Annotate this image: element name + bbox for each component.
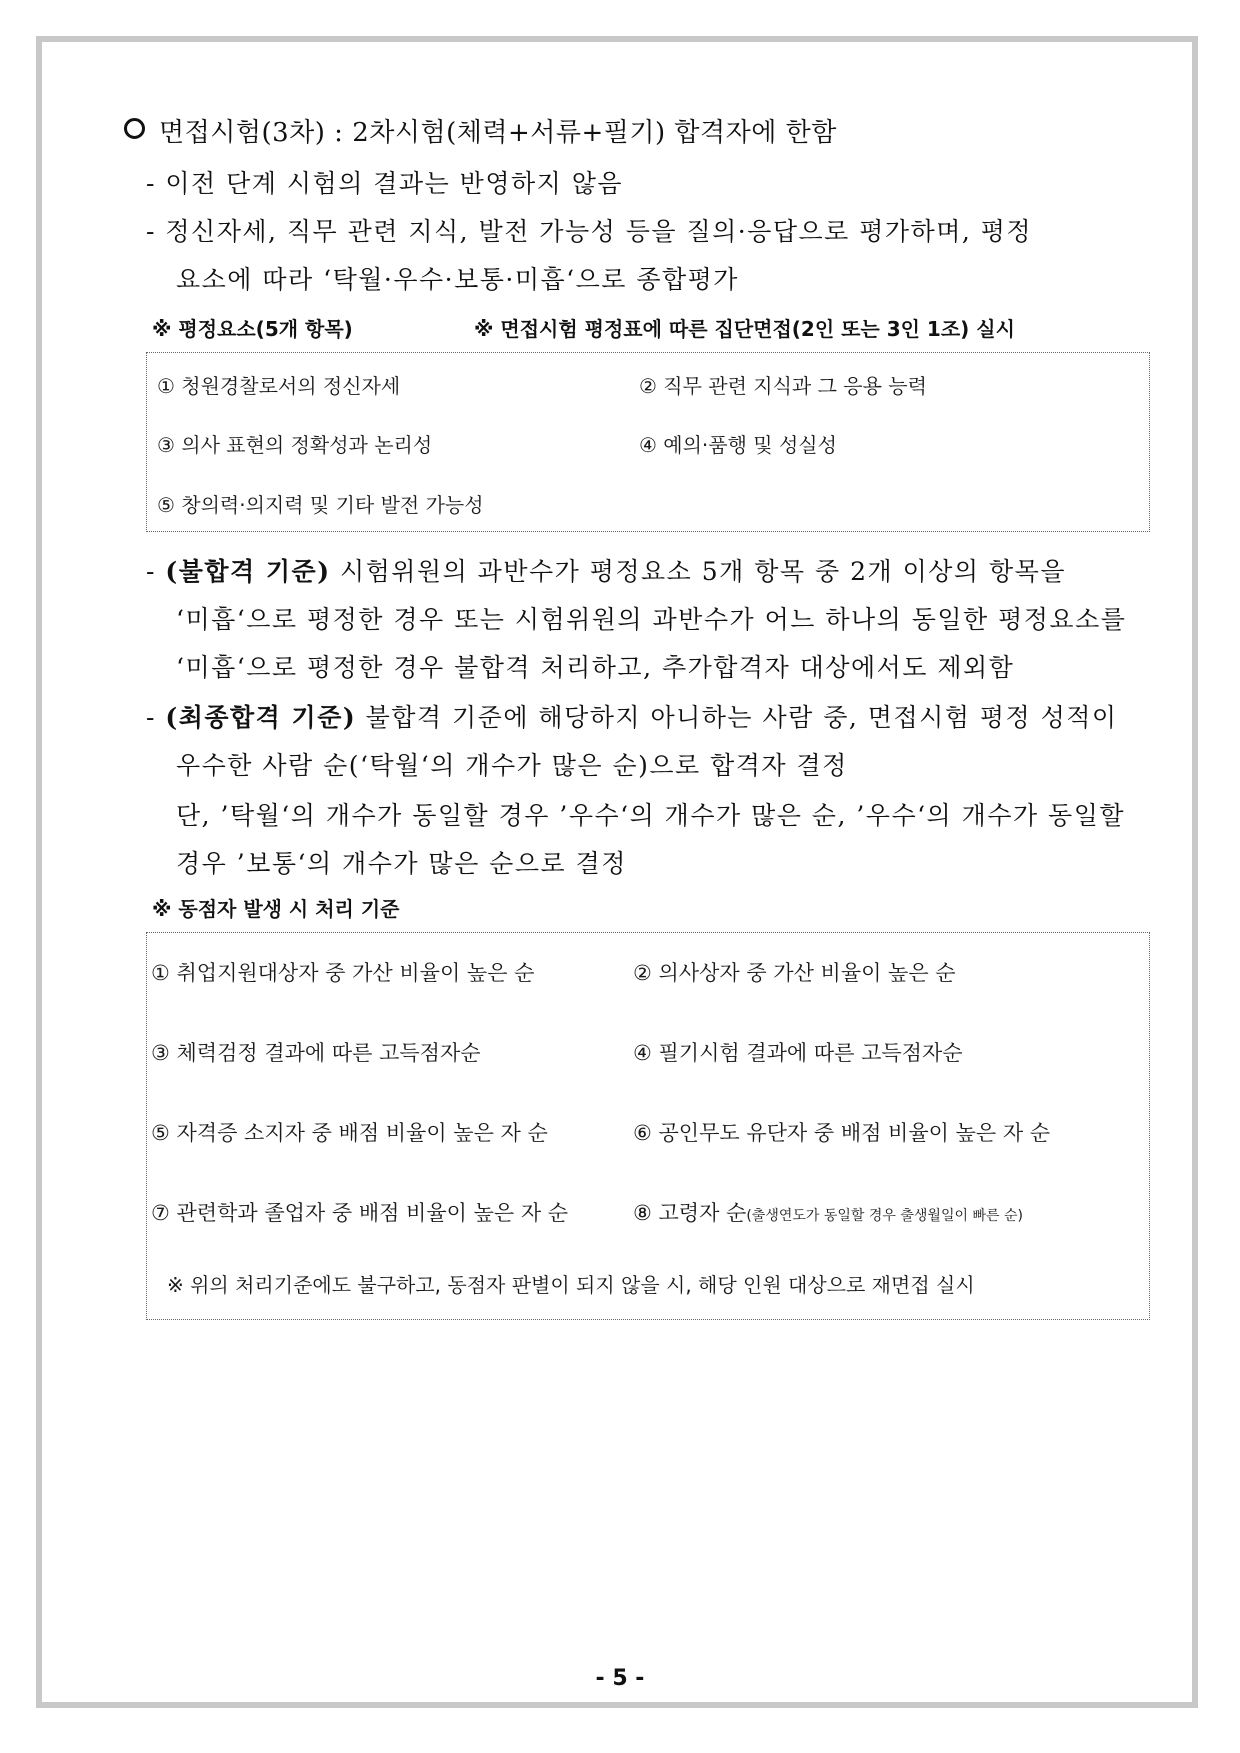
- section-heading: [124, 112, 837, 149]
- tie-rule-2: ② 의사상자 중 가산 비율이 높은 순: [633, 961, 956, 985]
- fail-line-1: - (불합격 기준) 시험위원의 과반수가 평정요소 5개 항목 중 2개 이상의 항목을: [146, 557, 1066, 586]
- tie-rule-8: [633, 1197, 1023, 1227]
- criteria-item-2: ② 직무 관련 지식과 그 응용 능력: [639, 374, 927, 398]
- heading-text: 면접시험(3차) : 2차시험(체력+서류+필기) 합격자에 한함: [159, 118, 837, 148]
- page-number: - 5 -: [595, 1666, 645, 1691]
- tie-rule-4: ④ 필기시험 결과에 따른 고득점자순: [633, 1041, 963, 1065]
- final-line-1: - (최종합격 기준) 불합격 기준에 해당하지 아니하는 사람 중, 면접시험 평정 성적이: [146, 703, 1118, 732]
- tie-rule-7: ⑦ 관련학과 졸업자 중 배점 비율이 높은 자 순: [151, 1201, 569, 1225]
- criteria-item-5: ⑤ 창의력·의지력 및 기타 발전 가능성: [157, 493, 484, 517]
- tie-rule-5: ⑤ 자격증 소지자 중 배점 비율이 높은 자 순: [151, 1121, 548, 1145]
- intro-line-3: 요소에 따라 ‘탁월·우수·보통·미흡‘으로 종합평가: [176, 265, 739, 294]
- note-criteria: ※ 평정요소(5개 항목): [152, 317, 353, 341]
- tie-rule-8-text: ⑧ 고령자 순: [633, 1201, 747, 1225]
- criteria-item-3: ③ 의사 표현의 정확성과 논리성: [157, 433, 433, 457]
- tie-footer-note: ※ 위의 처리기준에도 불구하고, 동점자 판별이 되지 않을 시, 해당 인원 대상으로 재면접 실시: [167, 1273, 975, 1297]
- intro-line-1: - 이전 단계 시험의 결과는 반영하지 않음: [146, 169, 624, 198]
- criteria-box: [146, 352, 1150, 532]
- criteria-item-1: ① 청원경찰로서의 정신자세: [157, 374, 401, 398]
- final-label: (최종합격 기준): [165, 703, 357, 732]
- final-text-1: 불합격 기준에 해당하지 아니하는 사람 중, 면접시험 평정 성적이: [356, 703, 1118, 732]
- tie-rule-8-note: (출생연도가 동일할 경우 출생월일이 빠른 순): [746, 1208, 1023, 1224]
- fail-label: (불합격 기준): [165, 557, 331, 586]
- final-line-2: 우수한 사람 순(‘탁월‘의 개수가 많은 순)으로 합격자 결정: [176, 751, 848, 780]
- fail-line-2: ‘미흡‘으로 평정한 경우 또는 시험위원의 과반수가 어느 하나의 동일한 평정요소를: [176, 605, 1127, 634]
- note-tie-rules: ※ 동점자 발생 시 처리 기준: [152, 897, 400, 921]
- final-line-3: 단, ’탁월‘의 개수가 동일할 경우 ’우수‘의 개수가 많은 순, ’우수‘의 개수가 동일할: [176, 801, 1125, 830]
- fail-line-3: ‘미흡‘으로 평정한 경우 불합격 처리하고, 추가합격자 대상에서도 제외함: [176, 653, 1015, 682]
- fail-text-1: 시험위원의 과반수가 평정요소 5개 항목 중 2개 이상의 항목을: [330, 557, 1066, 586]
- tie-rule-6: ⑥ 공인무도 유단자 중 배점 비율이 높은 자 순: [633, 1121, 1051, 1145]
- intro-line-2: - 정신자세, 직무 관련 지식, 발전 가능성 등을 질의·응답으로 평가하며, 평정: [146, 217, 1033, 246]
- criteria-item-4: ④ 예의·품행 및 성실성: [639, 433, 837, 457]
- final-line-4: 경우 ’보통‘의 개수가 많은 순으로 결정: [176, 849, 627, 878]
- tie-rules-box: [146, 932, 1150, 1320]
- note-group-interview: ※ 면접시험 평정표에 따른 집단면접(2인 또는 3인 1조) 실시: [474, 317, 1015, 341]
- tie-rule-1: ① 취업지원대상자 중 가산 비율이 높은 순: [151, 961, 535, 985]
- circle-bullet-icon: [124, 118, 145, 139]
- tie-rule-3: ③ 체력검정 결과에 따른 고득점자순: [151, 1041, 481, 1065]
